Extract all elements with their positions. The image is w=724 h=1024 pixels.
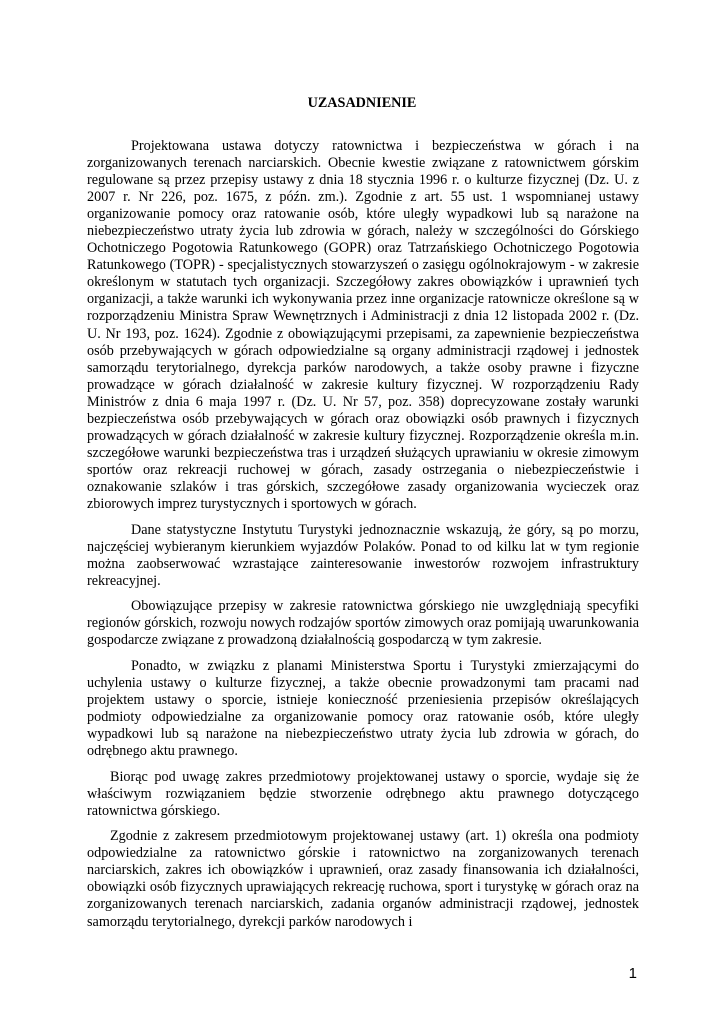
paragraph-ministry-plans: Ponadto, w związku z planami Ministerstwa Sportu i Turystyki zmierzającymi do uchylenia ustawy o kulturze fizycznej, a także obecnie prowadzonymi tam pracami nad projektem ustawy o sporcie, istnieje konieczność przeniesienia przepisów określających podmioty odpowiedzialne za organizowanie pomocy oraz ratowanie osób, które uległy wypadkowi lub są narażone na niebezpieczeństwo utraty życia lub zdrowia w górach, do odrębnego aktu prawnego.	[87, 657, 639, 760]
page-title: UZASADNIENIE	[307, 95, 417, 111]
document-body	[87, 138, 639, 939]
paragraph-separate-act: Biorąc pod uwagę zakres przedmiotowy projektowanej ustawy o sporcie, wydaje się że właściwym rozwiązaniem będzie stworzenie odrębnego aktu prawnego dotyczącego ratownictwa górskiego.	[87, 768, 639, 819]
paragraph-legal-background: Projektowana ustawa dotyczy ratownictwa i bezpieczeństwa w górach i na zorganizowanych terenach narciarskich. Obecnie kwestie związane z ratownictwem górskim regulowane są przez przepisy ustawy z dnia 18 stycznia 1996 r. o kulturze fizycznej (Dz. U. z 2007 r. Nr 226, poz. 1675, z późn. zm.). Zgodnie z art. 55 ust. 1 wspomnianej ustawy organizowanie pomocy oraz ratowanie osób, które uległy wypadkowi lub są narażone na niebezpieczeństwo utraty życia lub zdrowia w górach, należy w szczególności do Górskiego Ochotniczego Pogotowia Ratunkowego (GOPR) oraz Tatrzańskiego Ochotniczego Pogotowia Ratunkowego (TOPR) - specjalistycznych stowarzyszeń o zasięgu ogólnokrajowym - w zakresie określonym w statutach tych organizacji. Szczegółowy zakres obowiązków i uprawnień tych organizacji, a także warunki ich wykonywania przez inne organizacje ratownicze określone są w rozporządzeniu Ministra Spraw Wewnętrznych i Administracji z dnia 12 listopada 2002 r. (Dz. U. Nr 193, poz. 1624). Zgodnie z obowiązującymi przepisami, za zapewnienie bezpieczeństwa osób przebywających w górach odpowiedzialne są organy administracji rządowej i jednostek samorządu terytorialnego, dyrekcja parków narodowych, a także osoby prawne i fizyczne prowadzące w górach działalność w zakresie kultury fizycznej. W rozporządzeniu Rady Ministrów z dnia 6 maja 1997 r. (Dz. U. Nr 57, poz. 358) doprecyzowane zostały warunki bezpieczeństwa osób przebywających w górach oraz obowiązki osób prawnych i fizycznych prowadzących w górach działalność w zakresie kultury fizycznej. Rozporządzenie określa m.in. szczegółowe warunki bezpieczeństwa tras i urządzeń służących uprawianiu w okresie zimowym sportów oraz rekreacji ruchowej w górach, zasady ostrzegania o niebezpieczeństwie i oznakowanie szlaków i tras górskich, szczegółowe zasady organizowania wycieczek oraz zbiorowych imprez turystycznych i sportowych w górach.	[87, 138, 639, 512]
paragraph-scope: Zgodnie z zakresem przedmiotowym projektowanej ustawy (art. 1) określa ona podmioty odpowiedzialne za ratownictwo górskie i ratownictwo na zorganizowanych terenach narciarskich, zakres ich obowiązków i uprawnień, oraz zasady finansowania ich działalności, obowiązki osób fizycznych uprawiających rekreację ruchowa, sport i turystykę w górach oraz na zorganizowanych terenach narciarskich, zadania organów administracji rządowej, jednostek samorządu terytorialnego, dyrekcji parków narodowych i	[87, 828, 639, 930]
paragraph-statistics: Dane statystyczne Instytutu Turystyki jednoznacznie wskazują, że góry, są po morzu, najczęściej wybieranym kierunkiem wyjazdów Polaków. Ponad to od kilku lat w tym regionie można zaobserwować wzrastające zainteresowanie inwestorów rozwojem infrastruktury rekreacyjnej.	[87, 521, 639, 589]
paragraph-current-regulations: Obowiązujące przepisy w zakresie ratownictwa górskiego nie uwzględniają specyfiki regionów górskich, rozwoju nowych rodzajów sportów zimowych oraz pomijają uwarunkowania gospodarcze związane z prowadzoną działalnością gospodarczą w tym zakresie.	[87, 598, 639, 649]
page-number: 1	[628, 965, 637, 982]
